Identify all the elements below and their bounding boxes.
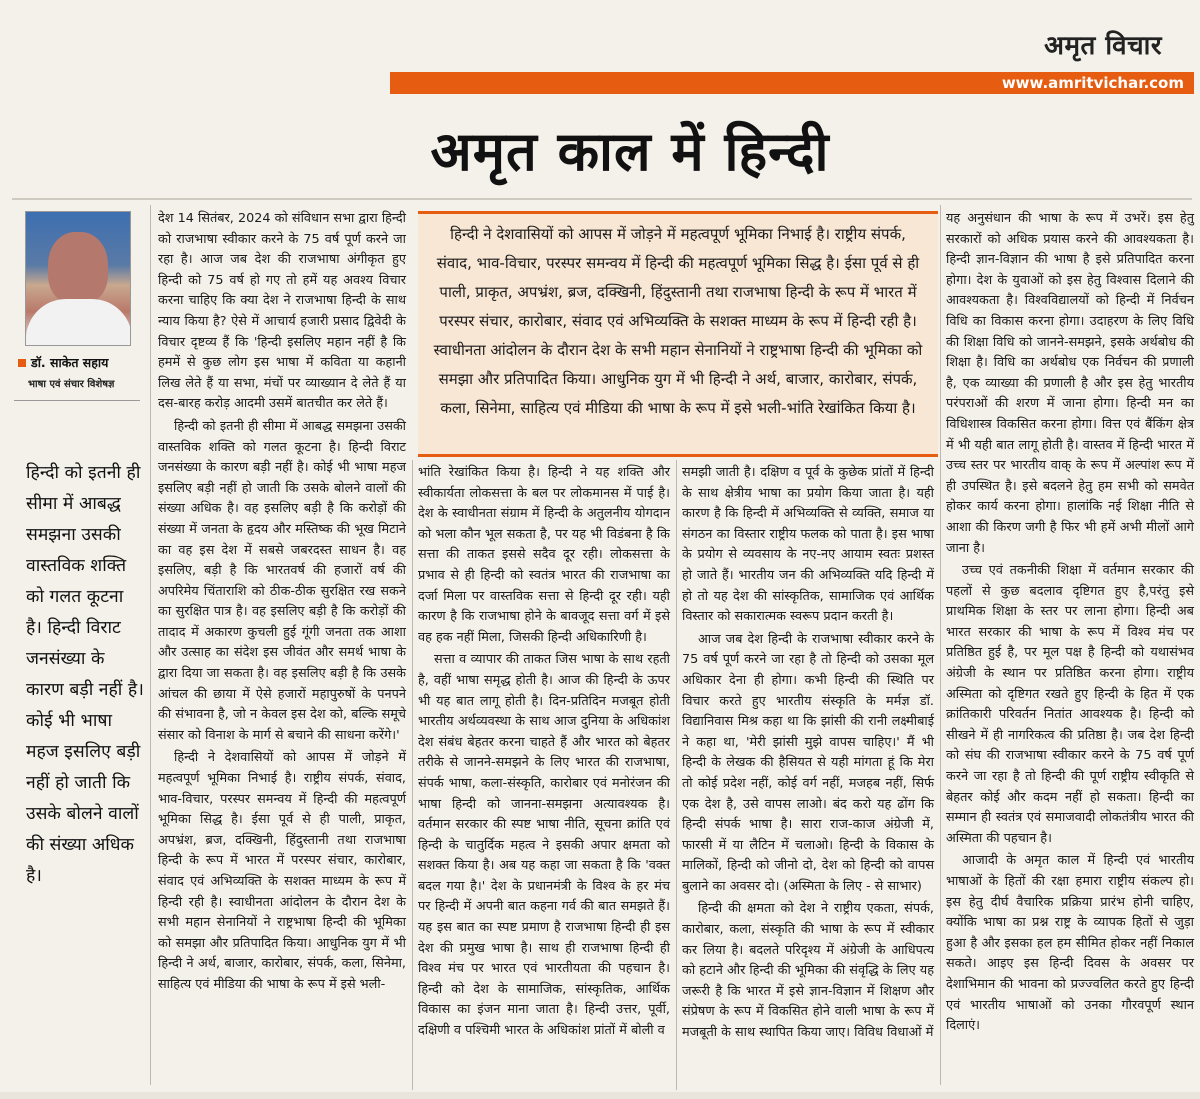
paragraph: आज जब देश हिन्दी के राजभाषा स्वीकार करने के 75 वर्ष पूर्ण करने जा रहा है तो हिन्दी को उसका मूल अधिकार देना ही होगा। कभी हिन्दी की स्थिति पर विचार करते हुए भारतीय संस्कृति के मर्मज्ञ डॉ. विद्यानिवास मिश्र कहा था कि झांसी की रानी लक्ष्मीबाई ने कहा था, 'मेरी झांसी मुझे वापस चाहिए।' मैं भी हिन्दी के लेखक की हैसियत से यही मांगता हूं कि मेरा तो कोई प्रदेश नहीं, कोई वर्ग नहीं, मजहब नहीं, सिर्फ एक देश है, उसे वापस लाओ। बंद करो यह ढोंग कि हिन्दी संपर्क भाषा है। सारा राज-काज अंग्रेजी में, फारसी में या लैटिन में चलाओ। हिन्दी के विकास के मालिकों, हिन्दी को जीनो दो, देश को हिन्दी को वापस बुलाने का अवसर दो। (अस्मिता के लिए - से साभार)	[682, 631, 934, 894]
paragraph: समझी जाती है। दक्षिण व पूर्व के कुछेक प्रांतों में हिन्दी के साथ क्षेत्रीय भाषा का प्रयोग किया जाता है। यही कारण है कि हिन्दी में अभिव्यक्ति से व्यक्ति, समाज या संगठन का विस्तार राष्ट्रीय फलक को पाता है। इस भाषा के प्रयोग से व्यवसाय के नए-नए आयाम स्वतः प्रशस्त हो जाते हैं। भारतीय जन की अभिव्यक्ति यदि हिन्दी में हो तो यह देश की सांस्कृतिक, सामाजिक एवं आर्थिक विस्तार को सकारात्मक स्वरूप प्रदान करती है।	[682, 465, 934, 625]
paragraph: यह अनुसंधान की भाषा के रूप में उभरें। इस हेतु सरकारों को अधिक प्रयास करने की आवश्यकता है। हिन्दी ज्ञान-विज्ञान की भाषा है इसे प्रतिपादित करना होगा। देश के युवाओं को इस हेतु विश्वास दिलाने की आवश्यकता है। विश्वविद्यालयों को हिन्दी में निर्वचन विधि का विकास करना होगा। उदाहरण के लिए विधि की शिक्षा विधि को जानने-समझने, इसके अर्थबोध की शिक्षा है। विधि का अर्थबोध एक निर्वचन की प्रणाली है, एक व्याख्या की प्रणाली है और इस हेतु भारतीय परंपराओं की शरण में जाना होगा। हिन्दी मन का विधिशास्त्र विकसित करना होगा। वित्त एवं बैंकिंग क्षेत्र में भी यही बात लागू होती है। वास्तव में हिन्दी भारत में उच्च स्तर पर भारतीय वाक् के रूप में अल्पांश रूप में ही उपस्थित है। इसे बदलने हेतु हम सभी को समवेत होकर कार्य करना होगा। हालांकि नई शिक्षा नीति से आशा की किरण जगी है फिर भी हमें अभी मीलों आगे जाना है।	[946, 211, 1194, 556]
url-banner	[390, 72, 1194, 94]
author-name: डॉ. साकेत सहाय	[18, 354, 138, 371]
paragraph: हिन्दी ने देशवासियों को आपस में जोड़ने में महत्वपूर्ण भूमिका निभाई है। राष्ट्रीय संपर्क, संवाद, भाव-विचार, परस्पर समन्वय में हिन्दी की महत्वपूर्ण भूमिका सिद्ध है। ईसा पूर्व से ही पाली, प्राकृत, अपभ्रंश, ब्रज, दक्खिनी, हिंदुस्तानी तथा राजभाषा हिन्दी के रूप में भारत में परस्पर संचार, कारोबार, संवाद एवं अभिव्यक्ति के सशक्त माध्यम के रूप में हिन्दी रही है। स्वाधीनता आंदोलन के दौरान देश के सभी महान सेनानियों ने राष्ट्रभाषा हिन्दी की भूमिका को समझा और प्रतिपादित किया। आधुनिक युग में भी हिन्दी ने अर्थ, बाजार, कारोबार, संपर्क, कला, सिनेमा, साहित्य एवं मीडिया की भाषा के रूप में इसे भली-	[158, 750, 406, 992]
column-rule	[412, 460, 413, 1090]
divider	[14, 400, 140, 401]
callout-text: हिन्दी ने देशवासियों को आपस में जोड़ने में महत्वपूर्ण भूमिका निभाई है। राष्ट्रीय संपर्क, संवाद, भाव-विचार, परस्पर समन्वय में हिन्दी की महत्वपूर्ण भूमिका सिद्ध है। ईसा पूर्व से ही पाली, प्राकृत, अपभ्रंश, ब्रज, दक्खिनी, हिंदुस्तानी तथा राजभाषा हिन्दी के रूप में भारत में परस्पर संचार, कारोबार, संवाद एवं अभिव्यक्ति के सशक्त माध्यम के रूप में हिन्दी रही है। स्वाधीनता आंदोलन के दौरान देश के सभी महान सेनानियों ने राष्ट्रभाषा हिन्दी की भूमिका को समझा और प्रतिपादित किया। आधुनिक युग में भी हिन्दी ने अर्थ, बाजार, कारोबार, संपर्क, कला, सिनेमा, साहित्य एवं मीडिया की भाषा के रूप में इसे भली-भांति रेखांकित किया है।	[433, 225, 923, 417]
column-4	[946, 209, 1194, 1039]
page-edge	[0, 1092, 1200, 1099]
paragraph: हिन्दी को इतनी ही सीमा में आबद्ध समझना उसकी वास्तविक शक्ति को गलत कूटना है। हिन्दी विराट जनसंख्या के कारण बड़ी नहीं है। कोई भी भाषा महज इसलिए बड़ी नहीं हो जाती कि उसके बोलने वालों की संख्या अधिक है। वह इसलिए बड़ी है कि करोड़ों की संख्या में जनता के हृदय और मस्तिष्क की भूख मिटाने का वह इस देश में सबसे जबरदस्त साधन है। वह इसलिए, बड़ी है कि भारतवर्ष की हजारों वर्ष की अपरिमेय चिंताराशि को ठीक-ठीक सुरक्षित रख सकने का सुरक्षित पात्र है। वह इसलिए बड़ी है कि करोड़ों की तादाद में अकारण कुचली हुई गूंगी जनता तक आशा और उत्साह का संदेश इस जीवंत और समर्थ भाषा के द्वारा दिया जा सकता है। वह इसलिए बड़ी है कि उसके आंचल की छाया में ऐसे हजारों महापुरुषों के पनपने की संभावना है, जो न केवल इस देश को, बल्कि समूचे संसार को विनाश के मार्ग से बचाने की साधना करेंगे।'	[158, 418, 406, 743]
paragraph: आजादी के अमृत काल में हिन्दी एवं भारतीय भाषाओं के हितों की रक्षा हमारा राष्ट्रीय संकल्प हो। इस हेतु दीर्घ वैचारिक प्रक्रिया प्रारंभ होनी चाहिए, क्योंकि भाषा का प्रश्न राष्ट्र के व्यापक हितों से जुड़ा हुआ है और इसका हल हम सीमित होकर नहीं निकाल सकते। आइए इस हिन्दी दिवस के अवसर पर देशाभिमान की भावना को प्रज्ज्वलित करते हुए हिन्दी एवं भारतीय भाषाओं को उनका गौरवपूर्ण स्थान दिलाएं।	[946, 853, 1194, 1034]
site-url[interactable]: www.amritvichar.com	[1001, 74, 1184, 92]
brand-logo: अमृत विचार	[1044, 31, 1162, 61]
column-1	[158, 209, 406, 998]
headline: अमृत काल में हिन्दी	[430, 120, 830, 183]
pull-quote: हिन्दी को इतनी ही सीमा में आबद्ध समझना उसकी वास्तविक शक्ति को गलत कूटना है। हिन्दी विराट जनसंख्या के कारण बड़ी नहीं है। कोई भी भाषा महज इसलिए बड़ी नहीं हो जाती कि उसके बोलने वालों की संख्या अधिक है।	[26, 463, 144, 886]
author-photo	[25, 211, 131, 346]
masthead	[0, 0, 1200, 100]
paragraph: उच्च एवं तकनीकी शिक्षा में वर्तमान सरकार की पहलों से कुछ बदलाव दृष्टिगत हुए है,परंतु इसे प्राथमिक शिक्षा के स्तर पर लाना होगा। हिन्दी अब भारत सरकार की भाषा के रूप में विश्व मंच पर प्रतिष्ठित हुई है, पर मूल पक्ष है हिन्दी को यथासंभव अंग्रेजी के स्थान पर प्रतिष्ठित करना होगा। राष्ट्रीय अस्मिता को दृष्टिगत रखते हुए हिन्दी के हित में एक क्रांतिकारी परिवर्तन नितांत आवश्यक है। हिन्दी को सीखने में ही नागरिकत्व की प्रतिष्ठा है। जब देश हिन्दी को संघ की राजभाषा स्वीकार करने के 75 वर्ष पूर्ण करने जा रहा है तो हिन्दी की पूर्ण राष्ट्रीय स्वीकृति से बेहतर कोई और कदम नहीं हो सकता। हिन्दी का सम्मान ही स्वतंत्र एवं समाजवादी लोकतंत्रीय भारत की अस्मिता की पहचान है।	[946, 563, 1194, 846]
callout-box	[418, 211, 938, 457]
author-shirt	[26, 299, 131, 345]
paragraph: भांति रेखांकित किया है। हिन्दी ने यह शक्ति और स्वीकार्यता लोकसत्ता के बल पर लोकमानस में पाई है। देश के स्वाधीनता संग्राम में हिन्दी के अतुलनीय योगदान को भला कौन भूल सकता है, पर यह भी विडंबना है कि सत्ता की ताकत इससे सदैव दूर रही। लोकसत्ता के प्रभाव से ही हिन्दी को स्वतंत्र भारत की राजभाषा का दर्जा मिला पर वास्तविक सत्ता से हिन्दी दूर रही। यही कारण है कि राजभाषा होने के बावजूद सत्ता वर्ग में इसे वह हक नहीं मिला, जिसकी हिन्दी अधिकारिणी है।	[418, 465, 670, 645]
author-role: भाषा एवं संचार विशेषज्ञ	[28, 379, 115, 390]
column-2	[418, 463, 670, 1044]
paragraph: हिन्दी की क्षमता को देश ने राष्ट्रीय एकता, संपर्क, कारोबार, कला, संस्कृति की भाषा के रूप में स्वीकार कर लिया है। बदलते परिदृश्य में अंग्रेजी के आधिपत्य को हटाने और हिन्दी की भूमिका की संवृद्धि के लिए यह जरूरी है कि भारत में इसे ज्ञान-विज्ञान में शिक्षण और संप्रेषण के रूप में विकसित होने वाली भाषा के रूप में मजबूती के साथ स्थापित किया जाए। विविध विधाओं में	[682, 901, 934, 1041]
author-face	[48, 232, 108, 304]
column-rule	[150, 205, 151, 1085]
divider	[12, 198, 1192, 200]
column-3	[682, 463, 934, 1046]
column-rule	[676, 460, 677, 1090]
paragraph: देश 14 सितंबर, 2024 को संविधान सभा द्वारा हिन्दी को राजभाषा स्वीकार करने के 75 वर्ष पूर्ण करने जा रहा है। आज जब देश की राजभाषा अंगीकृत हुए हिन्दी को 75 वर्ष हो गए तो हमें यह अवश्य विचार करना चाहिए कि क्या देश ने राजभाषा हिन्दी के साथ न्याय किया है? ऐसे में आचार्य हजारी प्रसाद द्विवेदी के विचार दृष्टव्य हैं कि 'हिन्दी इसलिए महान नहीं है कि हममें से कुछ लोग इस भाषा में कविता या कहानी लिख लेते हैं या सभा, मंचों पर व्याख्यान दे लेते हैं या दस-बारह करोड़ आदमी उसमें बातचीत कर लेते हैं।	[158, 211, 406, 412]
paragraph: सत्ता व व्यापार की ताकत जिस भाषा के साथ रहती है, वहीं भाषा समृद्ध होती है। आज की हिन्दी के ऊपर भी यह बात लागू होती है। दिन-प्रतिदिन मजबूत होती भारतीय अर्थव्यवस्था के साथ आज दुनिया के अधिकांश देश संबंध बेहतर करना चाहते हैं और भारत को बेहतर तरीके से जानने-समझने के लिए भारत की राजभाषा, संपर्क भाषा, कला-संस्कृति, कारोबार एवं मनोरंजन की भाषा हिन्दी को जानना-समझना अत्यावश्यक है। वर्तमान सरकार की स्पष्ट भाषा नीति, सूचना क्रांति एवं हिन्दी के चातुर्दिक महत्व ने इसकी अपार क्षमता को सशक्त किया है। अब यह कहा जा सकता है कि 'वक्त बदल गया है।' देश के प्रधानमंत्री के विश्व के हर मंच पर हिन्दी में अपनी बात कहना गर्व की बात समझते हैं। यह इस बात का स्पष्ट प्रमाण है राजभाषा हिन्दी ही इस देश की प्रमुख भाषा है। साथ ही राजभाषा हिन्दी ही विश्व मंच पर भारत एवं भारतीयता की पहचान है। हिन्दी को देश के सामाजिक, सांस्कृतिक, आर्थिक विकास का इंजन माना जाता है। हिन्दी उत्तर, पूर्वी, दक्षिणी व पश्चिमी भारत के अधिकांश प्रांतों में बोली व	[418, 652, 670, 1039]
column-rule	[940, 205, 941, 1085]
